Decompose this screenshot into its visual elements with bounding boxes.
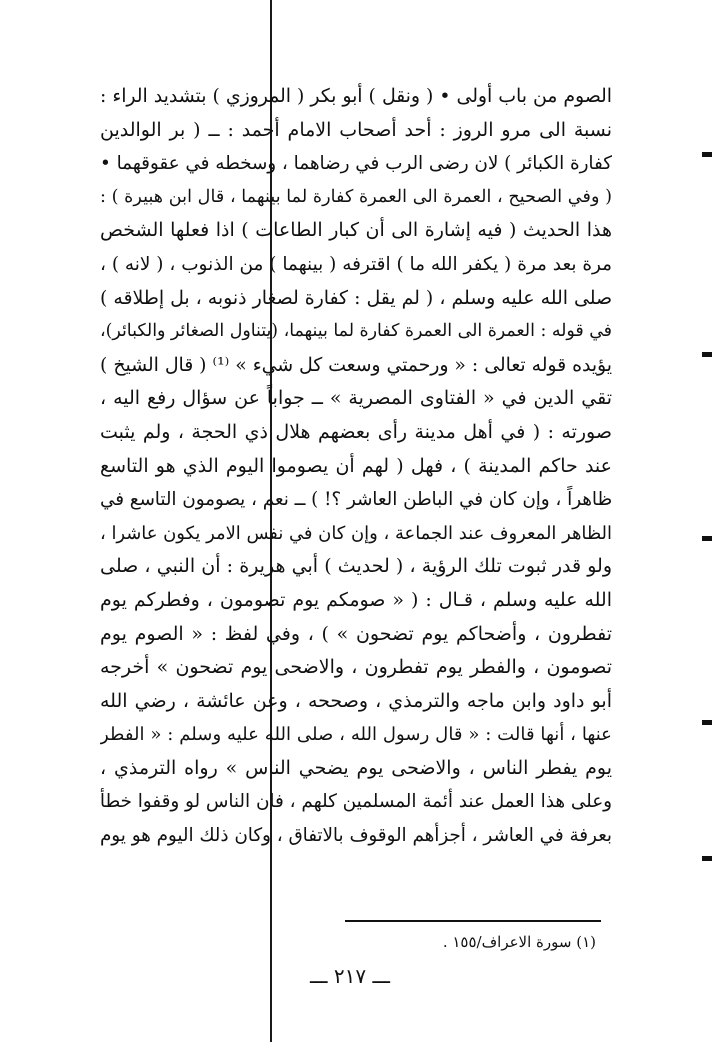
page-number: ـــ ٢١٧ ـــ bbox=[309, 964, 391, 988]
text-line: عند حاكم المدينة ) ، فهل ( لهم أن يصوموا اليوم الذي هو التاسع bbox=[100, 454, 612, 477]
text-line: تفطرون ، وأضحاكم يوم تضحون » ) ، وفي لفظ : « الصوم يوم bbox=[100, 622, 612, 645]
text-line: الظاهر المعروف عند الجماعة ، وإن كان في نفس الامر يكون عاشرا ، bbox=[100, 522, 612, 544]
text-line: مرة بعد مرة ( يكفر الله ما ) اقترفه ( بينهما ) من الذنوب ، ( لانه ) ، bbox=[100, 253, 612, 275]
edge-mark bbox=[702, 536, 712, 541]
text-line: ظاهراً ، وإن كان في الباطن العاشر ؟! ) ــ نعم ، يصومون التاسع في bbox=[100, 489, 612, 511]
text-line: ( وفي الصحيح ، العمرة الى العمرة كفارة لما بينهما ، قال ابن هبيرة ) : bbox=[100, 186, 612, 207]
edge-mark bbox=[702, 352, 712, 357]
text-line: الله عليه وسلم ، قـال : ( « صومكم يوم تصومون ، وفطركم يوم bbox=[100, 588, 612, 611]
text-line: في قوله : العمرة الى العمرة كفارة لما بينهما، (يتناول الصغائر والكبائر)، bbox=[100, 321, 612, 342]
text-line: وعلى هذا العمل عند أئمة المسلمين كلهم ، فان الناس لو وقفوا خطأ bbox=[100, 791, 612, 813]
main-text bbox=[100, 80, 612, 853]
text-line: كفارة الكبائر ) لان رضى الرب في رضاهما ، وسخطه في عقوقهما • bbox=[100, 153, 612, 175]
text-line: نسبة الى مرو الروز : أحد أصحاب الامام أحمد : ــ ( بر الوالدين bbox=[100, 118, 612, 141]
text-line: يؤيده قوله تعالى : « ورحمتي وسعت كل شيء » ⁽¹⁾ ( قال الشيخ ) bbox=[100, 354, 612, 376]
text-line: صلى الله عليه وسلم ، ( لم يقل : كفارة لصغار ذنوبه ، بل إطلاقه ) bbox=[100, 286, 612, 309]
edge-mark bbox=[702, 856, 712, 861]
text-line: صورته : ( في أهل مدينة رأى بعضهم هلال ذي الحجة ، ولم يثبت bbox=[100, 420, 612, 443]
text-line: أبو داود وابن ماجه والترمذي ، وصححه ، وعن عائشة ، رضي الله bbox=[100, 689, 612, 712]
text-line: يوم يفطر الناس ، والاضحى يوم يضحي الناس » رواه الترمذي ، bbox=[100, 756, 612, 779]
footnote: (١) سورة الاعراف/١٥٥ . bbox=[442, 933, 596, 951]
text-line: عنها ، أنها قالت : « قال رسول الله ، صلى الله عليه وسلم : « الفطر bbox=[100, 724, 612, 746]
text-line: ولو قدر ثبوت تلك الرؤية ، ( لحديث ) أبي هريرة : أن النبي ، صلى bbox=[100, 555, 612, 578]
text-line: هذا الحديث ( فيه إشارة الى أن كبار الطاعات ) اذا فعلها الشخص bbox=[100, 219, 612, 242]
edge-mark bbox=[702, 720, 712, 725]
text-line: تقي الدين في « الفتاوى المصرية » ــ جواباً عن سؤال رفع اليه ، bbox=[100, 387, 612, 410]
text-line: تصومون ، والفطر يوم تفطرون ، والاضحى يوم تضحون » أخرجه bbox=[100, 656, 612, 679]
edge-mark bbox=[702, 152, 712, 157]
text-line: الصوم من باب أولى • ( ونقل ) أبو بكر ( المروزي ) بتشديد الراء : bbox=[100, 86, 612, 107]
text-line: بعرفة في العاشر ، أجزأهم الوقوف بالاتفاق ، وكان ذلك اليوم هو يوم bbox=[100, 825, 612, 847]
footnote-divider bbox=[345, 920, 601, 922]
